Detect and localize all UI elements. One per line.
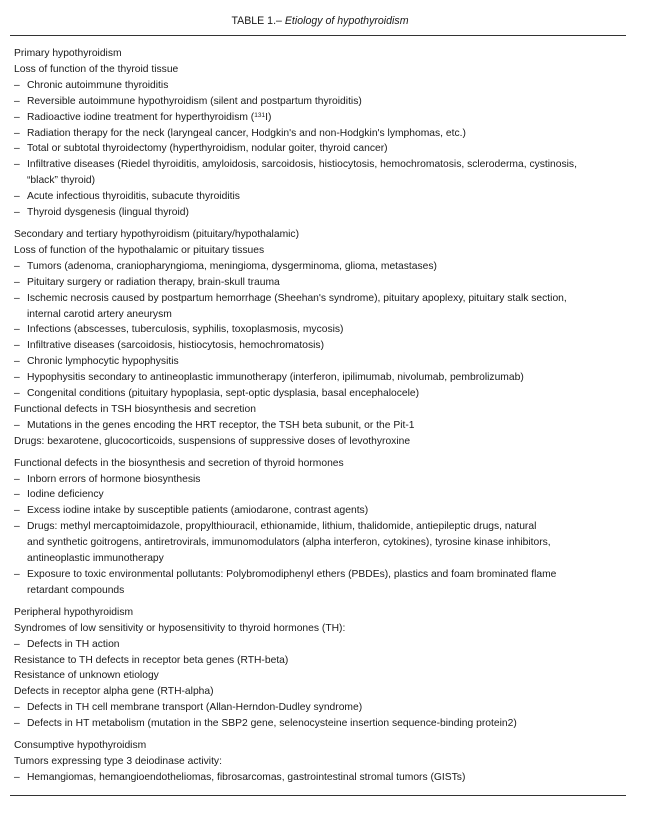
list-item <box>14 338 626 354</box>
row-text: Functional defects in the biosynthesis and secretion of thyroid hormones <box>14 457 344 469</box>
row-text: Hypophysitis secondary to antineoplastic immunotherapy (interferon, ipilimumab, nivolumab, pembrolizumab) <box>27 372 524 384</box>
list-item <box>14 275 626 291</box>
table-section <box>14 605 626 732</box>
list-dash: – <box>14 127 20 139</box>
list-dash: – <box>14 276 20 288</box>
list-item <box>14 386 626 402</box>
list-dash: – <box>14 340 20 352</box>
list-dash: – <box>14 356 20 368</box>
table-section <box>14 738 626 786</box>
list-item <box>14 189 626 205</box>
heading-line <box>14 621 626 637</box>
heading-line <box>14 668 626 684</box>
list-item <box>14 259 626 275</box>
row-text: Radiation therapy for the neck (laryngeal cancer, Hodgkin's and non-Hodgkin's lymphomas, etc.) <box>27 127 466 139</box>
table-section <box>14 456 626 599</box>
list-dash: – <box>14 771 20 783</box>
list-item <box>14 322 626 338</box>
row-text: Excess iodine intake by susceptible patients (amiodarone, contrast agents) <box>27 505 369 517</box>
list-item <box>14 519 626 567</box>
row-text: Defects in HT metabolism (mutation in the SBP2 gene, selenocysteine insertion sequence-binding protein2) <box>27 718 517 730</box>
row-text: Hemangiomas, hemangioendotheliomas, fibrosarcomas, gastrointestinal stromal tumors (GISTs) <box>27 771 466 783</box>
list-dash: – <box>14 207 20 219</box>
row-text: Reversible autoimmune hypothyroidism (silent and postpartum thyroiditis) <box>27 95 362 107</box>
list-dash: – <box>14 388 20 400</box>
heading-line <box>14 402 626 418</box>
list-dash: – <box>14 95 20 107</box>
table-section <box>14 46 626 221</box>
row-text: Infiltrative diseases (Riedel thyroiditis, amyloidosis, sarcoidosis, histiocytosis, hemochromatosis, scleroderma, cystinosis, <box>27 159 577 171</box>
list-item <box>14 637 626 653</box>
list-item <box>14 354 626 370</box>
row-text: Congenital conditions (pituitary hypoplasia, sept-optic dysplasia, basal encephalocele) <box>27 388 420 400</box>
heading-line <box>14 754 626 770</box>
row-text: Drugs: bexarotene, glucocorticoids, suspensions of suppressive doses of levothyroxine <box>14 435 411 447</box>
list-item <box>14 291 626 323</box>
row-text: Acute infectious thyroiditis, subacute thyroiditis <box>27 191 240 203</box>
list-dash: – <box>14 718 20 730</box>
superscript: 131 <box>254 111 266 119</box>
row-text: Mutations in the genes encoding the HRT receptor, the TSH beta subunit, or the Pit-1 <box>27 419 415 431</box>
list-dash: – <box>14 292 20 304</box>
row-text: Drugs: methyl mercaptoimidazole, propylthiouracil, ethionamide, lithium, thalidomide, antiepileptic drugs, natural <box>27 521 537 533</box>
row-continuation: and synthetic goitrogens, antiretrovirals, immunomodulators (alpha interferon, cytokines), tyrosine kinase inhibitors, <box>27 537 551 549</box>
row-text: Tumors (adenoma, craniopharyngioma, meningioma, dysgerminoma, glioma, metastases) <box>27 260 437 272</box>
list-dash: – <box>14 521 20 533</box>
list-item <box>14 716 626 732</box>
list-dash: – <box>14 505 20 517</box>
list-dash: – <box>14 191 20 203</box>
row-text: Iodine deficiency <box>27 489 104 501</box>
list-dash: – <box>14 324 20 336</box>
row-text: Pituitary surgery or radiation therapy, brain-skull trauma <box>27 276 280 288</box>
heading-line <box>14 62 626 78</box>
row-text: Chronic autoimmune thyroiditis <box>27 79 169 91</box>
row-text: Tumors expressing type 3 deiodinase activity: <box>14 755 222 767</box>
row-text: Peripheral hypothyroidism <box>14 606 134 618</box>
heading-line <box>14 434 626 450</box>
heading-line <box>14 456 626 472</box>
list-item <box>14 157 626 189</box>
row-text: Defects in TH cell membrane transport (Allan-Herndon-Dudley syndrome) <box>27 702 363 714</box>
list-item <box>14 78 626 94</box>
list-dash: – <box>14 638 20 650</box>
row-text: Ischemic necrosis caused by postpartum hemorrhage (Sheehan's syndrome), pituitary apoplexy, pituitary stalk section, <box>27 292 567 304</box>
row-text: Functional defects in TSH biosynthesis and secretion <box>14 403 256 415</box>
heading-line <box>14 605 626 621</box>
list-dash: – <box>14 143 20 155</box>
list-item <box>14 110 626 126</box>
row-text: Radioactive iodine treatment for hyperthyroidism ( <box>27 111 255 123</box>
list-item <box>14 770 626 786</box>
row-text: Defects in TH action <box>27 638 120 650</box>
list-dash: – <box>14 372 20 384</box>
row-text: Consumptive hypothyroidism <box>14 740 147 752</box>
row-continuation: “black” thyroid) <box>27 175 96 187</box>
heading-line <box>14 46 626 62</box>
list-item <box>14 472 626 488</box>
list-item <box>14 487 626 503</box>
row-text: Resistance of unknown etiology <box>14 670 159 682</box>
table-title-prefix: TABLE 1.– <box>231 15 285 27</box>
row-text: Total or subtotal thyroidectomy (hyperthyroidism, nodular goiter, thyroid cancer) <box>27 143 388 155</box>
list-dash: – <box>14 702 20 714</box>
row-text: Secondary and tertiary hypothyroidism (pituitary/hypothalamic) <box>14 228 300 240</box>
row-text: Infiltrative diseases (sarcoidosis, histiocytosis, hemochromatosis) <box>27 340 325 352</box>
table-section <box>14 227 626 450</box>
list-dash: – <box>14 419 20 431</box>
heading-line <box>14 243 626 259</box>
row-text: Syndromes of low sensitivity or hyposensitivity to thyroid hormones (TH): <box>14 622 346 634</box>
table-body <box>14 46 626 786</box>
heading-line <box>14 684 626 700</box>
table-title-italic: Etiology of hypothyroidism <box>284 15 409 27</box>
list-item <box>14 370 626 386</box>
heading-line <box>14 227 626 243</box>
row-text: Defects in receptor alpha gene (RTH-alpha) <box>14 686 214 698</box>
row-text: Infections (abscesses, tuberculosis, syphilis, toxoplasmosis, mycosis) <box>27 324 344 336</box>
row-text: Primary hypothyroidism <box>14 48 122 59</box>
list-item <box>14 567 626 599</box>
row-text: Resistance to TH defects in receptor beta genes (RTH-beta) <box>14 654 289 666</box>
row-continuation: antineoplastic immunotherapy <box>27 553 164 565</box>
list-item <box>14 94 626 110</box>
list-dash: – <box>14 569 20 580</box>
row-text: Loss of function of the hypothalamic or pituitary tissues <box>14 244 265 256</box>
row-text-after: I) <box>265 111 272 123</box>
bottom-rule <box>10 795 626 796</box>
list-dash: – <box>14 79 20 91</box>
list-dash: – <box>14 260 20 272</box>
row-text: Chronic lymphocytic hypophysitis <box>27 356 179 368</box>
list-item <box>14 205 626 221</box>
row-text: Thyroid dysgenesis (lingual thyroid) <box>27 207 189 219</box>
heading-line <box>14 653 626 669</box>
list-item <box>14 418 626 434</box>
list-item <box>14 126 626 142</box>
row-text: Inborn errors of hormone biosynthesis <box>27 473 201 485</box>
heading-line <box>14 738 626 754</box>
row-continuation: internal carotid artery aneurysm <box>27 308 172 320</box>
list-dash: – <box>14 473 20 485</box>
list-item <box>14 700 626 716</box>
list-item <box>14 141 626 157</box>
list-dash: – <box>14 111 20 123</box>
list-item <box>14 503 626 519</box>
row-text: Loss of function of the thyroid tissue <box>14 63 179 75</box>
list-dash: – <box>14 159 20 171</box>
list-dash: – <box>14 489 20 501</box>
top-rule <box>10 35 626 36</box>
row-continuation: retardant compounds <box>27 584 125 596</box>
row-text: Exposure to toxic environmental pollutants: Polybromodiphenyl ethers (PBDEs), plastics and foam brominated flame <box>27 569 557 580</box>
table-title <box>14 14 626 28</box>
